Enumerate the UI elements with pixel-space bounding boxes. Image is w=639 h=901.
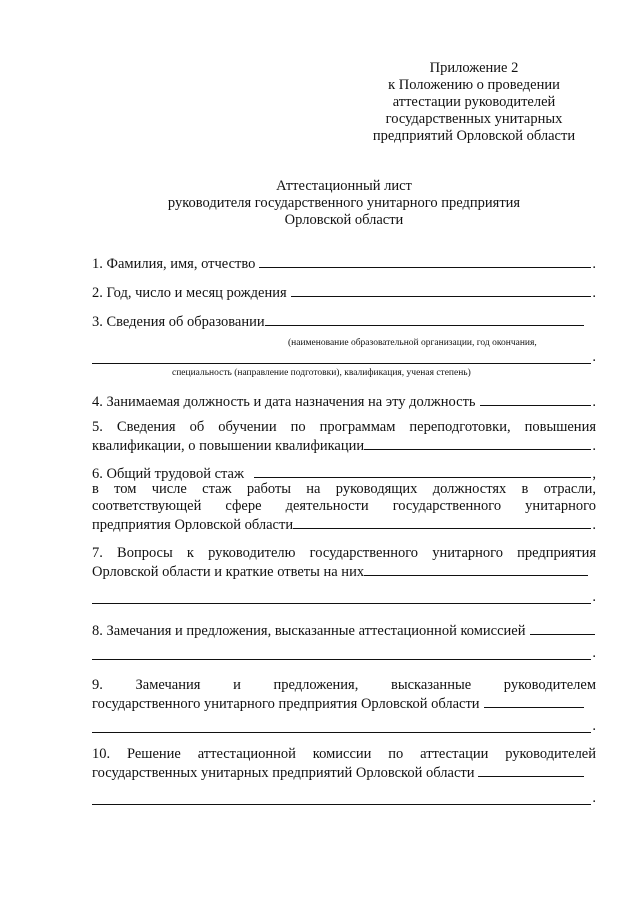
document-title <box>92 178 596 229</box>
item-3-blank-line[interactable] <box>92 350 596 364</box>
item-8-label: 8. Замечания и предложения, высказанные аттестационной комиссией <box>92 623 526 639</box>
item-10-field[interactable] <box>478 763 584 777</box>
item-4-label: 4. Занимаемая должность и дата назначения на эту должность <box>92 394 476 410</box>
item-8-field[interactable] <box>530 621 596 635</box>
item-1-label: 1. Фамилия, имя, отчество <box>92 256 256 272</box>
item-2-field[interactable] <box>291 283 592 297</box>
period: . <box>592 718 596 734</box>
item-6-org-field[interactable] <box>293 515 591 529</box>
item-7-field[interactable] <box>364 562 588 576</box>
item-7-blank-line[interactable] <box>92 590 596 604</box>
period: . <box>592 285 596 301</box>
item-5-label: квалификации, о повышении квалификации <box>92 438 365 454</box>
item-2-label: 2. Год, число и месяц рождения <box>92 285 287 301</box>
item-6-line-3: соответствующей сфере деятельности государственного унитарного <box>92 498 596 514</box>
item-6-line-4 <box>92 515 596 534</box>
item-7-label: Орловской области и краткие ответы на них <box>92 564 365 580</box>
item-5-line-2 <box>92 436 596 455</box>
item-4 <box>92 392 596 411</box>
item-9-label: государственного унитарного предприятия Орловской области <box>92 696 480 712</box>
item-9-line-2 <box>92 694 596 713</box>
period: . <box>592 790 596 806</box>
appendix-line: государственных унитарных <box>385 111 563 127</box>
item-5-line-1: 5. Сведения об обучении по программам переподготовки, повышения <box>92 419 596 435</box>
item-3-note-1: (наименование образовательной организации, год окончания, <box>288 338 537 348</box>
item-2 <box>92 283 596 302</box>
period: . <box>592 517 596 533</box>
item-1-field[interactable] <box>259 254 591 268</box>
item-1 <box>92 254 596 273</box>
title-line: Аттестационный лист <box>276 178 412 194</box>
period: . <box>592 256 596 272</box>
item-4-field[interactable] <box>480 392 592 406</box>
item-3-note-2: специальность (направление подготовки), квалификация, ученая степень) <box>172 368 471 378</box>
item-10-label: государственных унитарных предприятий Орловской области <box>92 765 475 781</box>
item-5-field[interactable] <box>364 436 591 450</box>
period: . <box>592 589 596 605</box>
title-line: руководителя государственного унитарного предприятия <box>167 195 521 211</box>
item-6-org-label: предприятия Орловской области <box>92 517 294 533</box>
appendix-line: Приложение 2 <box>429 60 519 76</box>
item-3-field[interactable] <box>265 312 584 326</box>
item-9-blank-line[interactable] <box>92 719 596 733</box>
title-line: Орловской области <box>284 212 404 228</box>
item-6-field[interactable] <box>254 464 591 478</box>
appendix-line: предприятий Орловской области <box>372 128 576 144</box>
period: . <box>592 645 596 661</box>
appendix-line: аттестации руководителей <box>392 94 556 110</box>
item-10-line-1: 10. Решение аттестационной комиссии по аттестации руководителей <box>92 746 596 762</box>
item-10-blank-line[interactable] <box>92 791 596 805</box>
item-7-line-1: 7. Вопросы к руководителю государственного унитарного предприятия <box>92 545 596 561</box>
item-8-blank-line[interactable] <box>92 646 596 660</box>
item-3-label: 3. Сведения об образовании <box>92 314 265 330</box>
item-3 <box>92 312 596 331</box>
period: . <box>592 349 596 365</box>
comma: , <box>592 466 596 482</box>
item-9-line-1: 9. Замечания и предложения, высказанные руководителем <box>92 677 596 693</box>
appendix-header <box>360 60 588 145</box>
period: . <box>592 394 596 410</box>
item-7-line-2 <box>92 562 596 581</box>
item-10-line-2 <box>92 763 596 782</box>
item-8 <box>92 621 596 640</box>
item-6-label: 6. Общий трудовой стаж <box>92 466 244 482</box>
period: . <box>592 438 596 454</box>
item-9-field[interactable] <box>484 694 584 708</box>
item-6-line-2: в том числе стаж работы на руководящих должностях в отрасли, <box>92 481 596 497</box>
appendix-line: к Положению о проведении <box>388 77 560 93</box>
